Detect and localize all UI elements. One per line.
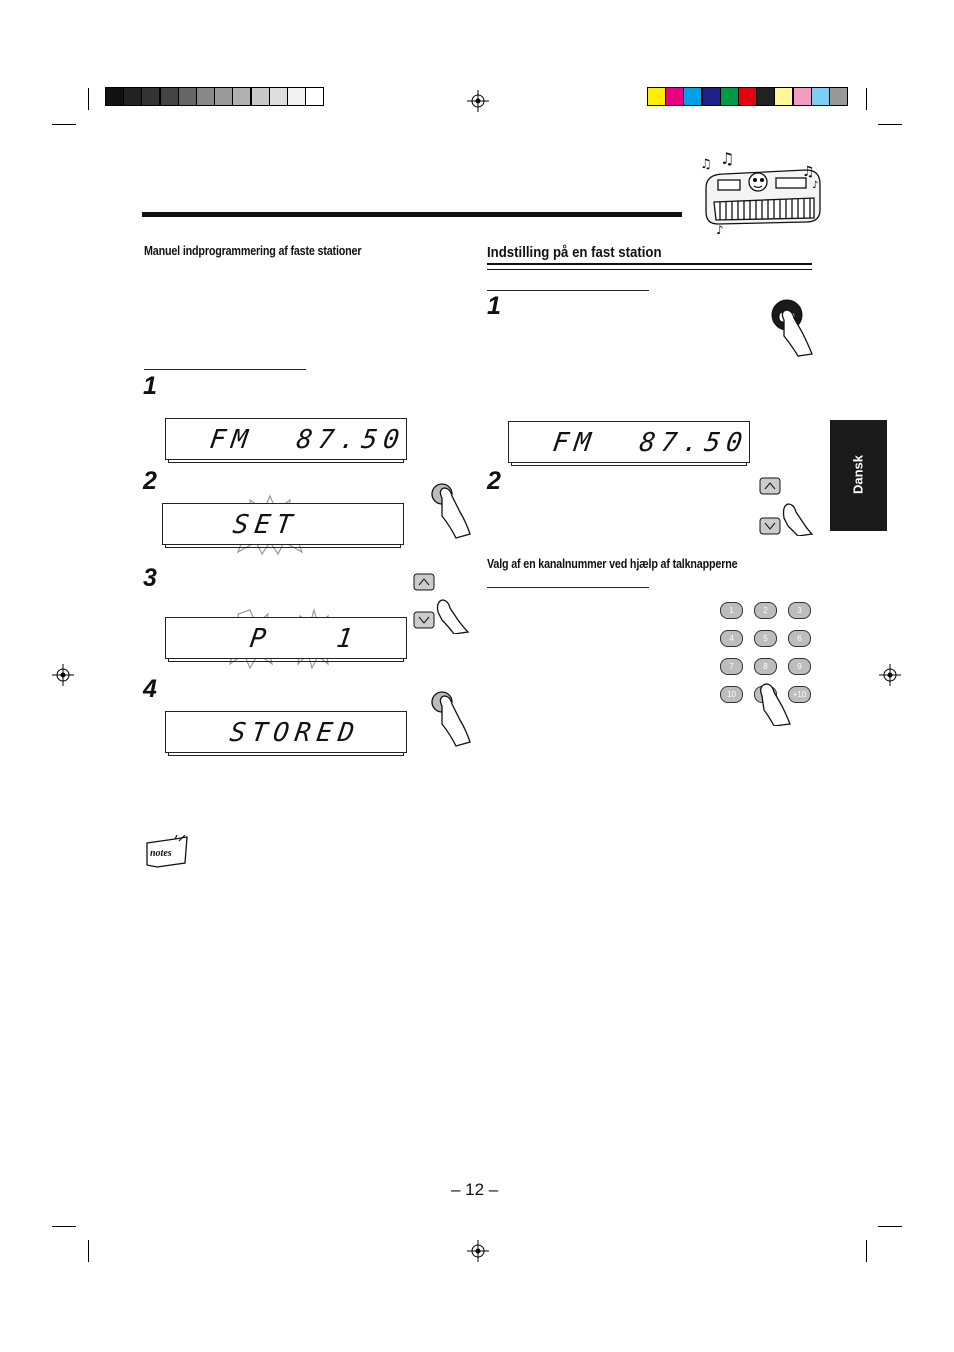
lcd-display xyxy=(165,711,407,753)
gray-swatch xyxy=(161,88,178,105)
numeric-key: 2 xyxy=(754,602,777,619)
color-swatch xyxy=(703,88,720,105)
step-number: 1 xyxy=(143,372,157,400)
registration-mark-icon xyxy=(879,664,901,686)
gray-swatch xyxy=(288,88,305,105)
gray-swatch xyxy=(270,88,287,105)
svg-text:♪: ♪ xyxy=(812,180,819,191)
step-number: 1 xyxy=(487,292,501,320)
section-divider xyxy=(487,587,649,588)
gray-swatch xyxy=(306,88,323,105)
step-number: 2 xyxy=(143,467,157,495)
step-number: 2 xyxy=(487,467,501,495)
color-swatch xyxy=(684,88,701,105)
color-swatch xyxy=(830,88,847,105)
language-side-tab xyxy=(830,420,887,531)
gray-swatch xyxy=(215,88,232,105)
lcd-display xyxy=(508,421,750,463)
numeric-key: 10 xyxy=(720,686,743,703)
registration-mark-icon xyxy=(467,1240,489,1262)
header-rule xyxy=(142,212,682,217)
up-down-buttons-icon xyxy=(758,476,816,536)
svg-text:♪: ♪ xyxy=(716,223,724,234)
finger-pointer-icon xyxy=(754,682,794,726)
numeric-keypad xyxy=(718,600,818,724)
notes-label: notes xyxy=(150,848,172,859)
numeric-key: 1 xyxy=(720,602,743,619)
gray-swatch xyxy=(233,88,250,105)
numeric-key: 5 xyxy=(754,630,777,647)
button-press-icon xyxy=(430,482,472,540)
large-button-press-icon xyxy=(770,298,814,358)
svg-text:♫: ♫ xyxy=(700,157,712,172)
page-number: – 12 – xyxy=(451,1180,499,1199)
numeric-key: 7 xyxy=(720,658,743,675)
color-swatch xyxy=(812,88,829,105)
keyboard-illustration-icon xyxy=(696,148,826,234)
registration-mark-icon xyxy=(467,90,489,112)
numeric-key: +10 xyxy=(788,686,811,703)
color-swatch xyxy=(666,88,683,105)
step-number: 3 xyxy=(143,564,157,592)
numeric-key: 4 xyxy=(720,630,743,647)
lcd-display xyxy=(165,418,407,460)
gray-swatch xyxy=(179,88,196,105)
lcd-display xyxy=(162,503,404,545)
svg-text:♫: ♫ xyxy=(802,164,815,180)
gray-swatch xyxy=(106,88,123,105)
lcd-display xyxy=(165,617,407,659)
lcd-display-text: FM 87.50 xyxy=(550,428,750,458)
numeric-key: 8 xyxy=(754,658,777,675)
color-swatch xyxy=(775,88,792,105)
heading-double-rule xyxy=(487,263,812,270)
numeric-key: 3 xyxy=(788,602,811,619)
numeric-key: 9 xyxy=(788,658,811,675)
section-divider xyxy=(144,369,306,370)
color-swatch xyxy=(721,88,738,105)
gray-swatch xyxy=(252,88,269,105)
notes-icon xyxy=(145,835,191,869)
gray-swatch xyxy=(197,88,214,105)
section-divider xyxy=(487,290,649,291)
color-swatch xyxy=(757,88,774,105)
color-swatch xyxy=(794,88,811,105)
up-down-buttons-icon xyxy=(412,572,472,634)
section-heading-manual-preset: Manuel indprogrammering af faste stationer xyxy=(144,244,362,258)
color-swatch xyxy=(739,88,756,105)
gray-swatch xyxy=(142,88,159,105)
color-swatch xyxy=(648,88,665,105)
gray-swatch xyxy=(124,88,141,105)
lcd-display-text: P 1 xyxy=(247,624,361,654)
lcd-display-text: FM 87.50 xyxy=(207,425,407,455)
side-tab-label: Dansk xyxy=(850,454,866,495)
svg-text:♫: ♫ xyxy=(720,149,735,168)
registration-mark-icon xyxy=(52,664,74,686)
button-press-icon xyxy=(430,690,472,748)
section-heading-tune-preset: Indstilling på en fast station xyxy=(487,244,662,261)
lcd-display-text: STORED xyxy=(227,718,363,748)
step-number: 4 xyxy=(143,675,157,703)
lcd-display-text: SET xyxy=(230,510,301,540)
subheading-numeric-keys: Valg af en kanalnummer ved hjælp af talknapperne xyxy=(487,557,738,571)
numeric-key: 6 xyxy=(788,630,811,647)
